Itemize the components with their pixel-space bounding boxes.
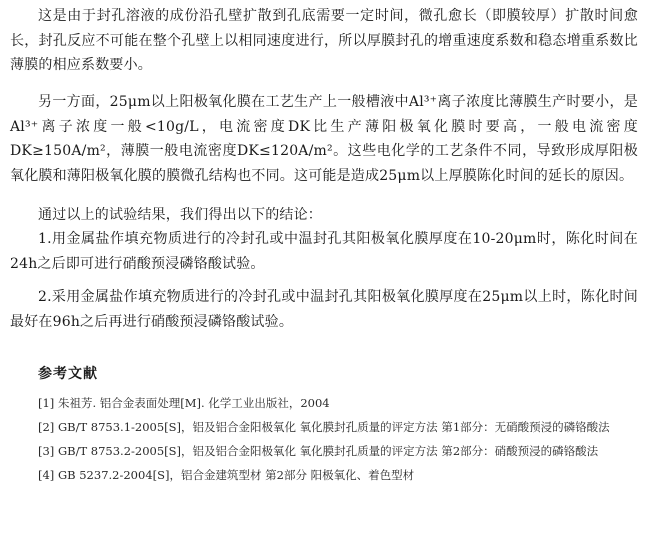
reference-item-2: [2] GB/T 8753.1-2005[S]，铝及铝合金阳极氧化 氧化膜封孔质量的评定方法 第1部分：无硝酸预浸的磷铬酸法 xyxy=(38,420,610,434)
body-paragraph-2: 另一方面，25μm以上阳极氧化膜在工艺生产上一般槽液中Al³⁺离子浓度比薄膜生产时要小，是Al³⁺离子浓度一般<10g/L，电流密度DK比生产薄阳极氧化膜时要高，一般电流密度DK≥150A/m²，薄膜一般电流密度DK≤120A/m²。这些电化学的工艺条件不同，导致形成厚阳极氧化膜和薄阳极氧化膜的膜微孔结构也不同。这可能是造成25μm以上厚膜陈化时间的延长的原因。 xyxy=(10,94,638,184)
conclusion-item-1: 1.用金属盐作填充物质进行的冷封孔或中温封孔其阳极氧化膜厚度在10-20μm时，陈化时间在24h之后即可进行硝酸预浸磷铬酸试验。 xyxy=(10,231,638,272)
body-paragraph-1: 这是由于封孔溶液的成份沿孔壁扩散到孔底需要一定时间，微孔愈长（即膜较厚）扩散时间愈长，封孔反应不可能在整个孔壁上以相同速度进行，所以厚膜封孔的增重速度系数和稳态增重系数比薄膜的相应系数要小。 xyxy=(10,8,638,73)
references-heading: 参考文献 xyxy=(38,366,98,382)
conclusion-item-2: 2.采用金属盐作填充物质进行的冷封孔或中温封孔其阳极氧化膜厚度在25μm以上时，陈化时间最好在96h之后再进行硝酸预浸磷铬酸试验。 xyxy=(10,289,638,330)
body-paragraph-3: 通过以上的试验结果，我们得出以下的结论： xyxy=(38,207,322,223)
reference-item-3: [3] GB/T 8753.2-2005[S]，铝及铝合金阳极氧化 氧化膜封孔质量的评定方法 第2部分：硝酸预浸的磷铬酸法 xyxy=(38,444,599,458)
references-list xyxy=(10,391,638,487)
reference-item-1: [1] 朱祖芳. 铝合金表面处理[M]. 化学工业出版社，2004 xyxy=(38,396,330,410)
reference-item-4: [4] GB 5237.2-2004[S]，铝合金建筑型材 第2部分 阳极氧化、着色型材 xyxy=(38,468,415,482)
